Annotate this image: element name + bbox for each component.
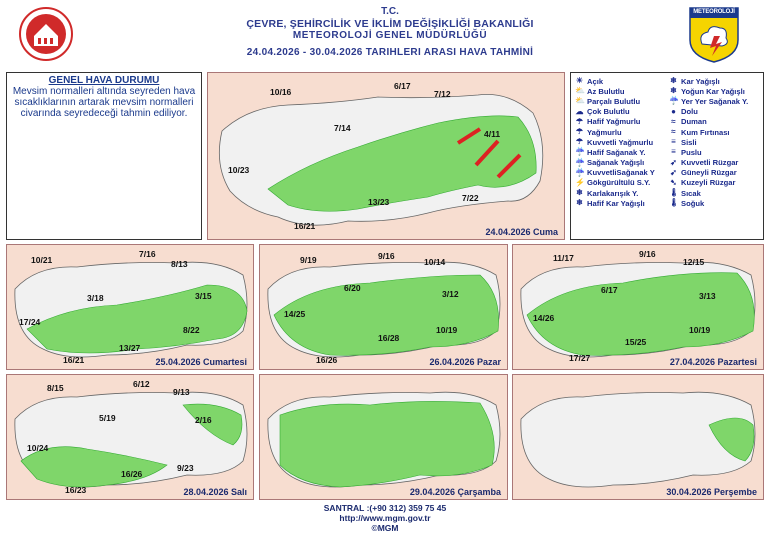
header [0, 0, 770, 70]
temp-label: 16/21 [294, 221, 316, 231]
map-day-6 [259, 374, 508, 500]
temp-label: 10/19 [436, 325, 458, 335]
map-day-1 [207, 72, 565, 240]
legend-label: Duman [681, 117, 707, 127]
partly-cloudy-icon: ⛅ [575, 96, 585, 106]
temp-label: 16/21 [63, 355, 85, 365]
legend-label: Kuvvetli Rüzgar [681, 158, 739, 168]
legend-label: Hafif Sağanak Y. [587, 147, 646, 157]
hail-icon: ● [671, 106, 676, 116]
map-day-1-shape [208, 73, 565, 240]
fog-icon: ≡ [671, 137, 676, 147]
legend-item [575, 137, 655, 147]
legend-item [575, 127, 655, 137]
legend-item [575, 188, 655, 198]
light-shower-icon: ☔ [575, 147, 585, 157]
forecast-title: 24.04.2026 - 30.04.2026 TARIHLERI ARASI HAVA TAHMİNİ [246, 47, 534, 58]
legend-label: Sıcak [681, 188, 701, 198]
legend-item [575, 107, 655, 117]
temp-label: 6/17 [394, 81, 411, 91]
legend-label: Yer Yer Sağanak Y. [681, 96, 749, 106]
temp-label: 8/15 [47, 383, 64, 393]
general-weather-title: GENEL HAVA DURUMU [48, 75, 160, 86]
legend-label: Dolu [681, 107, 698, 117]
map-day-7 [512, 374, 764, 500]
legend-label: Kuzeyli Rüzgar [681, 178, 736, 188]
legend-label: Çok Bulutlu [587, 107, 630, 117]
temp-label: 7/12 [434, 89, 451, 99]
temp-label: 3/15 [195, 291, 212, 301]
temp-label: 9/19 [300, 255, 317, 265]
temp-label: 10/24 [27, 443, 49, 453]
heavy-rain-icon: ☂ [575, 137, 584, 147]
sun-icon: ☀ [575, 76, 584, 86]
map-date: 30.04.2026 Perşembe [666, 487, 757, 497]
legend-item [575, 76, 655, 86]
mist-icon: ≡ [671, 147, 676, 157]
local-shower-icon: ☔ [669, 96, 679, 106]
legend-item [669, 117, 748, 127]
legend-item [669, 107, 748, 117]
map-day-5 [6, 374, 254, 500]
directorate-title: METEOROLOJİ GENEL MÜDÜRLÜĞÜ [292, 30, 488, 41]
temp-label: 13/27 [119, 343, 141, 353]
map-day-3-shape [260, 245, 508, 370]
map-date: 29.04.2026 Çarşamba [409, 487, 501, 497]
light-snow-icon: ❄ [576, 198, 583, 208]
hot-icon: 🌡 [669, 188, 680, 198]
south-wind-icon: ➹ [670, 167, 677, 177]
temp-label: 7/14 [334, 123, 351, 133]
footer-phone: SANTRAL :(+90 312) 359 75 45 [323, 503, 447, 513]
legend-label: Kum Fırtınası [681, 127, 730, 137]
legend-label: Puslu [681, 147, 702, 157]
legend-item [669, 198, 748, 208]
map-day-5-shape [7, 375, 254, 500]
legend-item [575, 178, 655, 188]
smoke-icon: ≈ [671, 116, 676, 126]
legend-item [669, 137, 748, 147]
temp-label: 6/17 [601, 285, 618, 295]
rain-icon: ☂ [575, 127, 584, 137]
temp-label: 2/16 [195, 415, 212, 425]
map-date: 26.04.2026 Pazar [429, 357, 501, 367]
temp-label: 7/22 [462, 193, 479, 203]
temp-label: 9/16 [639, 249, 656, 259]
heavy-shower-icon: ☔ [575, 167, 585, 177]
legend-label: Az Bulutlu [587, 86, 625, 96]
temp-label: 16/23 [65, 485, 87, 495]
temp-label: 15/25 [625, 337, 647, 347]
map-date: 28.04.2026 Salı [183, 487, 247, 497]
sandstorm-icon: ≈ [671, 127, 676, 137]
map-day-4 [512, 244, 764, 370]
cloud-icon: ☁ [575, 106, 584, 116]
legend-item [669, 158, 748, 168]
legend-label: Sağanak Yağışlı [587, 158, 645, 168]
north-wind-icon: ➷ [670, 177, 677, 187]
temp-label: 13/23 [368, 197, 390, 207]
light-rain-icon: ☂ [575, 116, 584, 126]
map-day-7-shape [513, 375, 764, 500]
legend-label: Yağmurlu [587, 127, 622, 137]
ministry-title: ÇEVRE, ŞEHİRCİLİK VE İKLİM DEĞİŞİKLİĞİ BAKANLIĞI [246, 18, 534, 30]
footer-copyright: ©MGM [371, 523, 399, 533]
legend-item [669, 188, 748, 198]
cold-icon: 🌡 [669, 198, 680, 208]
legend-label: KuvvetliSağanak Y [587, 168, 655, 178]
legend-item [575, 158, 655, 168]
mgm-logo [686, 4, 742, 64]
strong-wind-icon: ➶ [670, 157, 677, 167]
shower-icon: ☔ [575, 157, 585, 167]
legend-label: Sisli [681, 137, 697, 147]
temp-label: 10/14 [424, 257, 446, 267]
legend-label: Kuvvetli Yağmurlu [587, 137, 654, 147]
map-day-4-shape [513, 245, 764, 370]
legend-label: Güneyli Rüzgar [681, 168, 737, 178]
temp-label: 8/22 [183, 325, 200, 335]
legend-item [669, 96, 748, 106]
legend-item [575, 96, 655, 106]
legend-item [669, 86, 748, 96]
partly-cloudy-icon: ⛅ [575, 86, 585, 96]
temp-label: 3/18 [87, 293, 104, 303]
legend-item [575, 147, 655, 157]
legend-label: Soğuk [681, 198, 705, 208]
temp-label: 17/27 [569, 353, 591, 363]
temp-label: 8/13 [171, 259, 188, 269]
temp-label: 16/28 [378, 333, 400, 343]
general-weather-panel [6, 72, 202, 240]
temp-label: 10/23 [228, 165, 250, 175]
ministry-logo [18, 6, 74, 62]
temp-label: 9/23 [177, 463, 194, 473]
mgm-logo-text: METEOROLOJİ [693, 9, 735, 15]
temp-label: 9/16 [378, 251, 395, 261]
map-date: 25.04.2026 Cumartesi [155, 357, 247, 367]
temp-label: 10/19 [689, 325, 711, 335]
temp-label: 3/13 [699, 291, 716, 301]
legend-item [575, 117, 655, 127]
temp-label: 17/24 [19, 317, 41, 327]
footer [0, 503, 770, 533]
temp-label: 5/19 [99, 413, 116, 423]
temp-label: 6/12 [133, 379, 150, 389]
temp-label: 10/16 [270, 87, 292, 97]
temp-label: 14/26 [533, 313, 555, 323]
general-weather-text: Mevsim normalleri altında seyreden hava sıcaklıklarının artarak mevsim normalleri civarında seyredeceği tahmin ediliyor. [12, 86, 196, 119]
header-line1: T.C. [381, 6, 399, 17]
legend-item [669, 168, 748, 178]
temp-label: 3/12 [442, 289, 459, 299]
snow-icon: ❄ [670, 76, 677, 86]
temp-label: 4/11 [484, 129, 501, 139]
temp-label: 7/16 [139, 249, 156, 259]
legend-label: Açık [587, 76, 604, 86]
temp-label: 16/26 [316, 355, 338, 365]
temp-label: 10/21 [31, 255, 53, 265]
legend-item [669, 178, 748, 188]
legend-item [575, 168, 655, 178]
temp-label: 6/20 [344, 283, 361, 293]
legend-label: Kar Yağışlı [681, 76, 720, 86]
map-day-6-shape [260, 375, 508, 500]
map-date: 27.04.2026 Pazartesi [669, 357, 757, 367]
map-day-3 [259, 244, 508, 370]
legend-label: Yoğun Kar Yağışlı [681, 86, 745, 96]
temp-label: 9/13 [173, 387, 190, 397]
temp-label: 16/26 [121, 469, 143, 479]
map-day-2 [6, 244, 254, 370]
legend-item [669, 76, 748, 86]
legend-item [669, 127, 748, 137]
temp-label: 12/15 [683, 257, 705, 267]
legend-label: Gökgürültülü S.Y. [587, 178, 651, 188]
map-date: 24.04.2026 Cuma [485, 227, 558, 237]
legend-item [575, 198, 655, 208]
legend-label: Hafif Kar Yağışlı [587, 198, 645, 208]
heavy-snow-icon: ❄ [670, 86, 677, 96]
legend-label: Parçalı Bulutlu [587, 96, 641, 106]
footer-url[interactable]: http://www.mgm.gov.tr [339, 513, 431, 523]
legend-item [575, 86, 655, 96]
sleet-icon: ❄ [576, 188, 583, 198]
temp-label: 14/25 [284, 309, 306, 319]
temp-label: 11/17 [553, 253, 574, 263]
legend-item [669, 147, 748, 157]
legend-label: Hafif Yağmurlu [587, 117, 641, 127]
legend-panel [570, 72, 764, 240]
thunder-icon: ⚡ [575, 177, 585, 187]
legend-label: Karlakarışık Y. [587, 188, 639, 198]
